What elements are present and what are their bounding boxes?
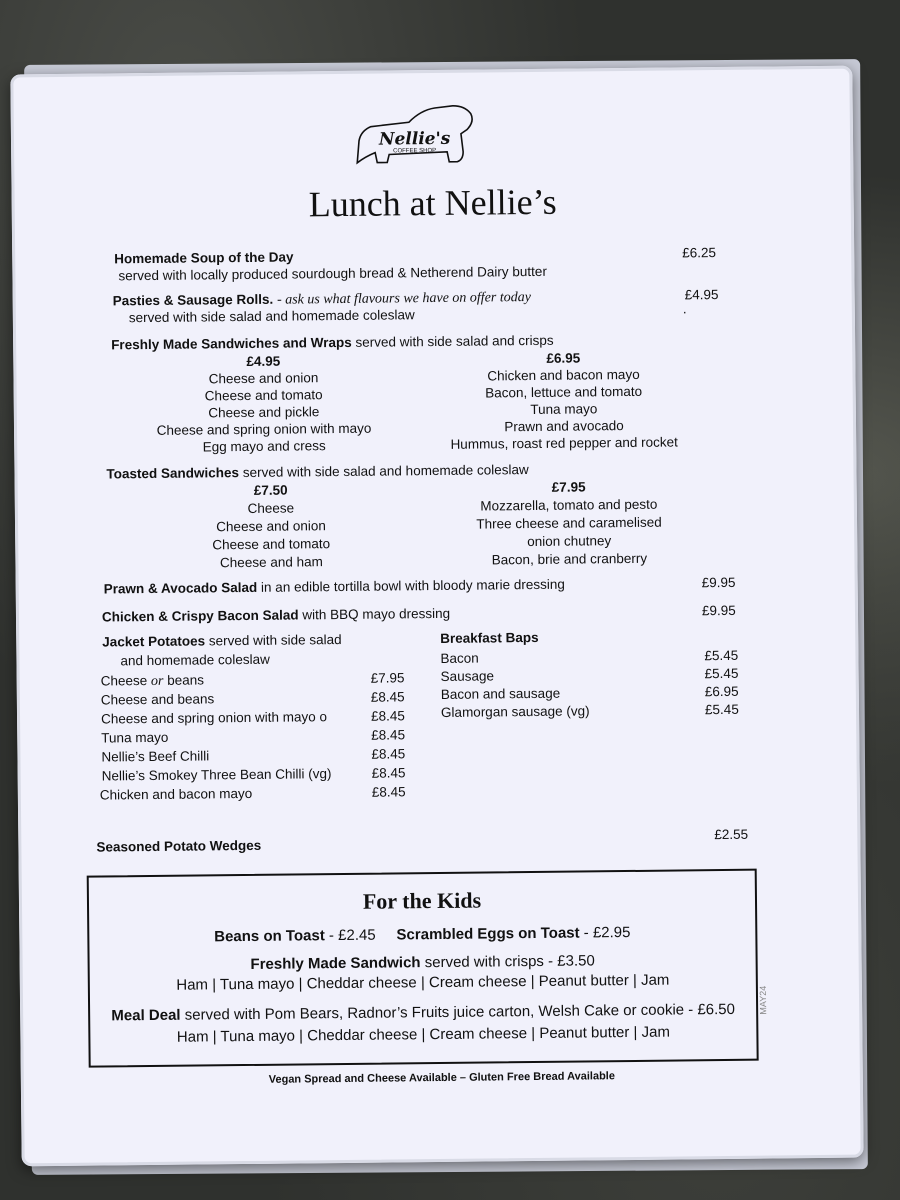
sandwich-item: Cheese and spring onion with mayo	[156, 420, 372, 438]
sandwiches-desc: served with side salad and crisps	[355, 332, 554, 350]
soup-price: £6.25	[682, 245, 717, 261]
pasties-line	[113, 289, 531, 310]
toasted-item: Three cheese and caramelised	[476, 514, 662, 532]
kids-beans-price: - £2.45	[324, 926, 376, 945]
jacket-item-price: £8.45	[371, 727, 406, 743]
jacket-item-price: £7.95	[370, 670, 405, 686]
sandwiches-heading	[111, 333, 554, 353]
sandwich-item: Hummus, roast red pepper and rocket	[450, 434, 678, 452]
jacket-item-name: Tuna mayo	[101, 729, 169, 746]
kids-meal-deal-line	[90, 1001, 756, 1025]
toasted-col1-price: £7.50	[253, 482, 288, 498]
sandwich-item: Egg mayo and cress	[202, 438, 326, 455]
page-title: Lunch at Nellie’s	[308, 181, 557, 225]
menu-sheet	[10, 66, 863, 1167]
toasted-item: Cheese	[247, 500, 295, 516]
sandwich-item: Cheese and onion	[208, 370, 319, 387]
toasted-item: Cheese and tomato	[212, 536, 331, 553]
kids-sandwich-desc: served with crisps - £3.50	[420, 952, 595, 972]
kids-meal-deal-fillings: Ham | Tuna mayo | Cheddar cheese | Cream cheese | Peanut butter | Jam	[176, 1023, 670, 1046]
prawn-salad-line	[104, 577, 565, 597]
kids-eggs-price: - £2.95	[579, 923, 631, 942]
jacket-item-name: Nellie’s Beef Chilli	[101, 748, 210, 765]
jacket-item-name: Chicken and bacon mayo	[99, 785, 253, 803]
kids-meal-deal-name: Meal Deal	[111, 1006, 181, 1025]
prawn-salad-desc: in an edible tortilla bowl with bloody marie dressing	[260, 576, 565, 595]
jacket-desc2: and homemade coleslaw	[120, 651, 270, 669]
chicken-salad-line	[102, 606, 450, 625]
jacket-item-price: £8.45	[371, 784, 406, 800]
kids-meal-deal-desc: served with Pom Bears, Radnor’s Fruits juice carton, Welsh Cake or cookie - £6.50	[180, 1000, 736, 1024]
bap-item-name: Bacon	[440, 650, 479, 666]
kids-section	[87, 869, 759, 1068]
sandwiches-name: Freshly Made Sandwiches and Wraps	[111, 334, 352, 353]
toasted-item: Mozzarella, tomato and pesto	[480, 496, 658, 514]
toasted-col2-price: £7.95	[551, 479, 586, 495]
jacket-item-price: £8.45	[370, 708, 405, 724]
sandwich-item: Chicken and bacon mayo	[487, 366, 640, 384]
sandwich-item: Tuna mayo	[530, 401, 598, 418]
jacket-item-name: Cheese	[100, 672, 152, 689]
pasties-price: £4.95	[684, 287, 719, 303]
jacket-item-name: Cheese and spring onion with mayo o	[100, 709, 328, 727]
toasted-item: Bacon, brie and cranberry	[491, 550, 648, 568]
bap-item-name: Glamorgan sausage (vg)	[440, 703, 590, 720]
kids-toast-line	[89, 923, 755, 947]
pasties-mark: .	[682, 301, 687, 317]
jacket-item-price: £8.45	[371, 765, 406, 781]
jacket-item-or: or	[150, 673, 164, 689]
jacket-desc1: served with side salad	[208, 632, 342, 649]
footer-note: Vegan Spread and Cheese Available – Gluten Free Bread Available	[268, 1070, 616, 1086]
sandwich-item: Cheese and tomato	[204, 387, 323, 404]
jacket-item-name: Nellie’s Smokey Three Bean Chilli (vg)	[101, 766, 332, 784]
sandwich-item: Cheese and pickle	[208, 404, 320, 421]
sandwich-item: Bacon, lettuce and tomato	[485, 383, 643, 401]
sandwich-item: Prawn and avocado	[504, 418, 624, 435]
logo-wordmark: Nellie's	[378, 128, 451, 150]
logo-subtitle: COFFEE SHOP	[393, 147, 437, 155]
bap-item-price: £5.45	[704, 665, 739, 682]
kids-title: For the Kids	[362, 887, 482, 914]
soup-desc: served with locally produced sourdough bread & Netherend Dairy butter	[118, 263, 547, 284]
toasted-desc: served with side salad and homemade coleslaw	[242, 462, 529, 481]
date-code: MAY24	[757, 985, 769, 1015]
toasted-name: Toasted Sandwiches	[106, 465, 240, 482]
bap-item-name: Bacon and sausage	[440, 685, 561, 702]
jacket-item	[101, 672, 204, 690]
prawn-salad-name: Prawn & Avocado Salad	[103, 579, 258, 597]
jacket-item-name: Cheese and beans	[100, 691, 215, 708]
prawn-salad-price: £9.95	[701, 574, 736, 591]
jacket-heading	[102, 632, 342, 650]
kids-eggs-name: Scrambled Eggs on Toast	[396, 924, 580, 944]
pasties-name: Pasties & Sausage Rolls.	[112, 291, 274, 309]
nellies-logo	[349, 100, 482, 175]
toasted-item: Cheese and ham	[219, 554, 323, 571]
soup-name: Homemade Soup of the Day	[114, 249, 294, 267]
bap-item-name: Sausage	[440, 668, 495, 684]
chicken-salad-desc: with BBQ mayo dressing	[302, 605, 451, 623]
toasted-item: onion chutney	[527, 533, 612, 550]
bap-item-price: £5.45	[704, 701, 739, 718]
toasted-item: Cheese and onion	[216, 518, 326, 535]
jacket-item-name-end: beans	[163, 672, 205, 688]
wedges-name: Seasoned Potato Wedges	[96, 837, 262, 855]
baps-heading: Breakfast Baps	[440, 629, 539, 646]
sandwiches-col2-price: £6.95	[546, 350, 581, 366]
bap-item-price: £5.45	[704, 647, 739, 664]
jacket-item-price: £8.45	[371, 746, 406, 762]
bap-item-price: £6.95	[704, 683, 739, 700]
jacket-name: Jacket Potatoes	[102, 633, 206, 650]
kids-sandwich-name: Freshly Made Sandwich	[250, 954, 421, 973]
pasties-note: - ask us what flavours we have on offer today	[276, 289, 532, 308]
kids-sandwich-fillings: Ham | Tuna mayo | Cheddar cheese | Cream cheese | Peanut butter | Jam	[176, 971, 670, 994]
sandwiches-col1-price: £4.95	[246, 353, 281, 369]
wedges-price: £2.55	[714, 826, 749, 843]
jacket-item-price: £8.45	[370, 689, 405, 705]
chicken-salad-name: Chicken & Crispy Bacon Salad	[101, 607, 299, 625]
chicken-salad-price: £9.95	[701, 602, 736, 619]
toasted-heading	[106, 462, 528, 481]
pasties-desc: served with side salad and homemade coleslaw	[128, 307, 415, 326]
kids-beans-name: Beans on Toast	[214, 927, 325, 946]
